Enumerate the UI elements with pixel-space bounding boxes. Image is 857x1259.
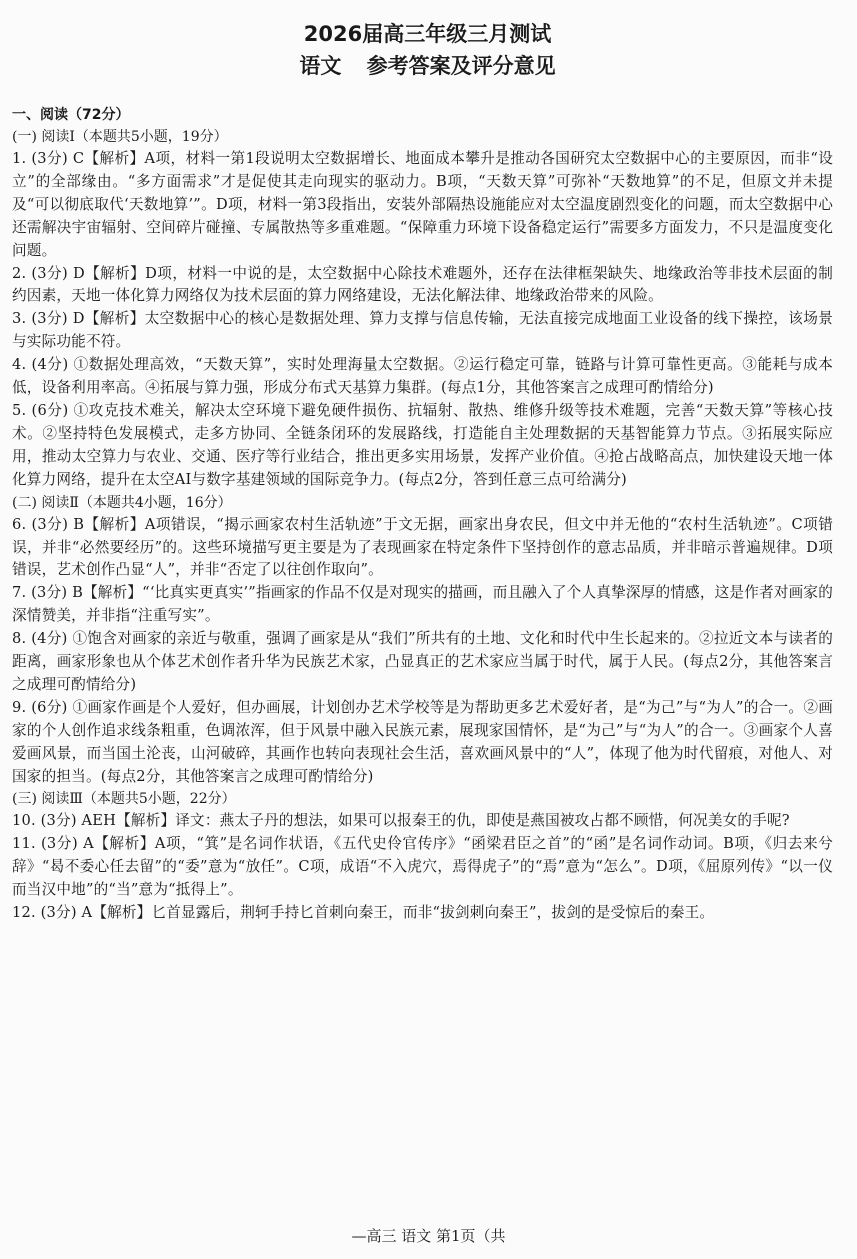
section-heading-reading: 一、阅读（72分） [12,107,130,123]
part-heading-reading-2: (二) 阅读Ⅱ（本题共4小题，16分） [12,494,232,511]
part-heading-reading-1: (一) 阅读Ⅰ（本题共5小题，19分） [12,129,228,145]
answer-item-12: 12. (3分) A【解析】匕首显露后，荆轲手持匕首刺向秦王，而非“拔剑刺向秦王”，拔剑的是受惊后的秦王。 [12,904,715,922]
part-heading-reading-3: (三) 阅读Ⅲ（本题共5小题，22分） [12,791,236,808]
answer-item-3: 3. (3分) D【解析】太空数据中心的核心是数据处理、算力支撑与信息传输，无法直接完成地面工业设备的线下操控，该场景与实际功能不符。 [12,310,833,351]
answer-item-9: 9. (6分) ①画家作画是个人爱好，但办画展，计划创办艺术学校等是为帮助更多艺术爱好者，是“为己”与“为人”的合一。②画家的个人创作追求线条粗重，色调浓浑，但于风景中融入民族元素，展现家国情怀，是“为己”与“为人”的合一。③画家个人喜爱画风景，而当国土沦丧，山河破碎，其画作也转向表现社会生活，喜欢画风景中的“人”，体现了他为时代留痕，对他人、对国家的担当。(每点2分，其他答案言之成理可酌情给分) [12,698,833,785]
answer-item-5: 5. (6分) ①攻克技术难关，解决太空环境下避免硬件损伤、抗辐射、散热、维修升级等技术难题，完善“天数天算”等核心技术。②坚持特色发展模式，走多方协同、全链条闭环的发展路线，打造能自主处理数据的天基智能算力节点。③拓展实际应用，推动太空算力与农业、交通、医疗等行业结合，推出更多实用场景，发挥产业价值。④抢占战略高点，加快建设天地一体化算力网络，提升在太空AI与数字基建领域的国际竞争力。(每点2分，答到任意三点可给满分) [12,401,833,488]
answer-item-4: 4. (4分) ①数据处理高效，“天数天算”，实时处理海量太空数据。②运行稳定可靠，链路与计算可靠性更高。③能耗与成本低，设备利用率高。④拓展与算力强，形成分布式天基算力集群。(每点1分，其他答案言之成理可酌情给分) [12,356,833,397]
answer-item-1: 1. (3分) C【解析】A项，材料一第1段说明太空数据增长、地面成本攀升是推动各国研究太空数据中心的主要原因，而非“设立”的全部缘由。“多方面需求”才是促使其走向现实的驱动力。B项，“天数天算”可弥补“天数地算”的不足，但原文并未提及“可以彻底取代‘天数地算’”。D项，材料一第3段指出，安装外部隔热设施能应对太空温度剧烈变化的问题，而太空数据中心还需解决宇宙辐射、空间碎片碰撞、专属散热等多重难题。“保障重力环境下设备稳定运行”需要多方面发力，不只是温度变化问题。 [12,150,833,259]
answer-item-2: 2. (3分) D【解析】D项，材料一中说的是，太空数据中心除技术难题外，还存在法律框架缺失、地缘政治等非技术层面的制约因素，天地一体化算力网络仅为技术层面的算力网络建设，无法化解法律、地缘政治带来的风险。 [12,264,833,305]
answer-item-11: 11. (3分) A【解析】A项，“箕”是名词作状语，《五代史伶官传序》“函梁君臣之首”的“函”是名词作动词。B项，《归去来兮辞》“曷不委心任去留”的“委”意为“放任”。C项，成语“不入虎穴，焉得虎子”的“焉”意为“怎么”。D项，《屈原列传》“以一仪而当汉中地”的“当”意为“抵得上”。 [12,835,833,899]
page-footer: —高三 语文 第1页（共 [351,1227,506,1245]
page-subtitle: 语文 参考答案及评分意见 [299,54,556,78]
page-title: 2026届高三年级三月测试 [303,22,552,46]
answer-item-10: 10. (3分) AEH【解析】译文：燕太子丹的想法，如果可以报秦王的仇，即使是燕国被攻占都不顾惜，何况美女的手呢? [12,812,790,830]
answer-item-8: 8. (4分) ①饱含对画家的亲近与敬重，强调了画家是从“我们”所共有的土地、文化和时代中生长起来的。②拉近文本与读者的距离，画家形象也从个体艺术创作者升华为民族艺术家，凸显真正的艺术家应当属于时代，属于人民。(每点2分，其他答案言之成理可酌情给分) [12,630,833,693]
answer-item-7: 7. (3分) B【解析】“‘比真实更真实’”指画家的作品不仅是对现实的描画，而且融入了个人真挚深厚的情感，这是作者对画家的深情赞美，并非指“注重写实”。 [12,584,833,625]
answer-item-6: 6. (3分) B【解析】A项错误，“揭示画家农村生活轨迹”于文无据，画家出身农民，但文中并无他的“农村生活轨迹”。C项错误，并非“必然要经历”的。这些环境描写更主要是为了表现画家在特定条件下坚持创作的意志品质，并非暗示普遍规律。D项错误，艺术创作凸显“人”，并非“否定了以往创作取向”。 [12,515,833,579]
